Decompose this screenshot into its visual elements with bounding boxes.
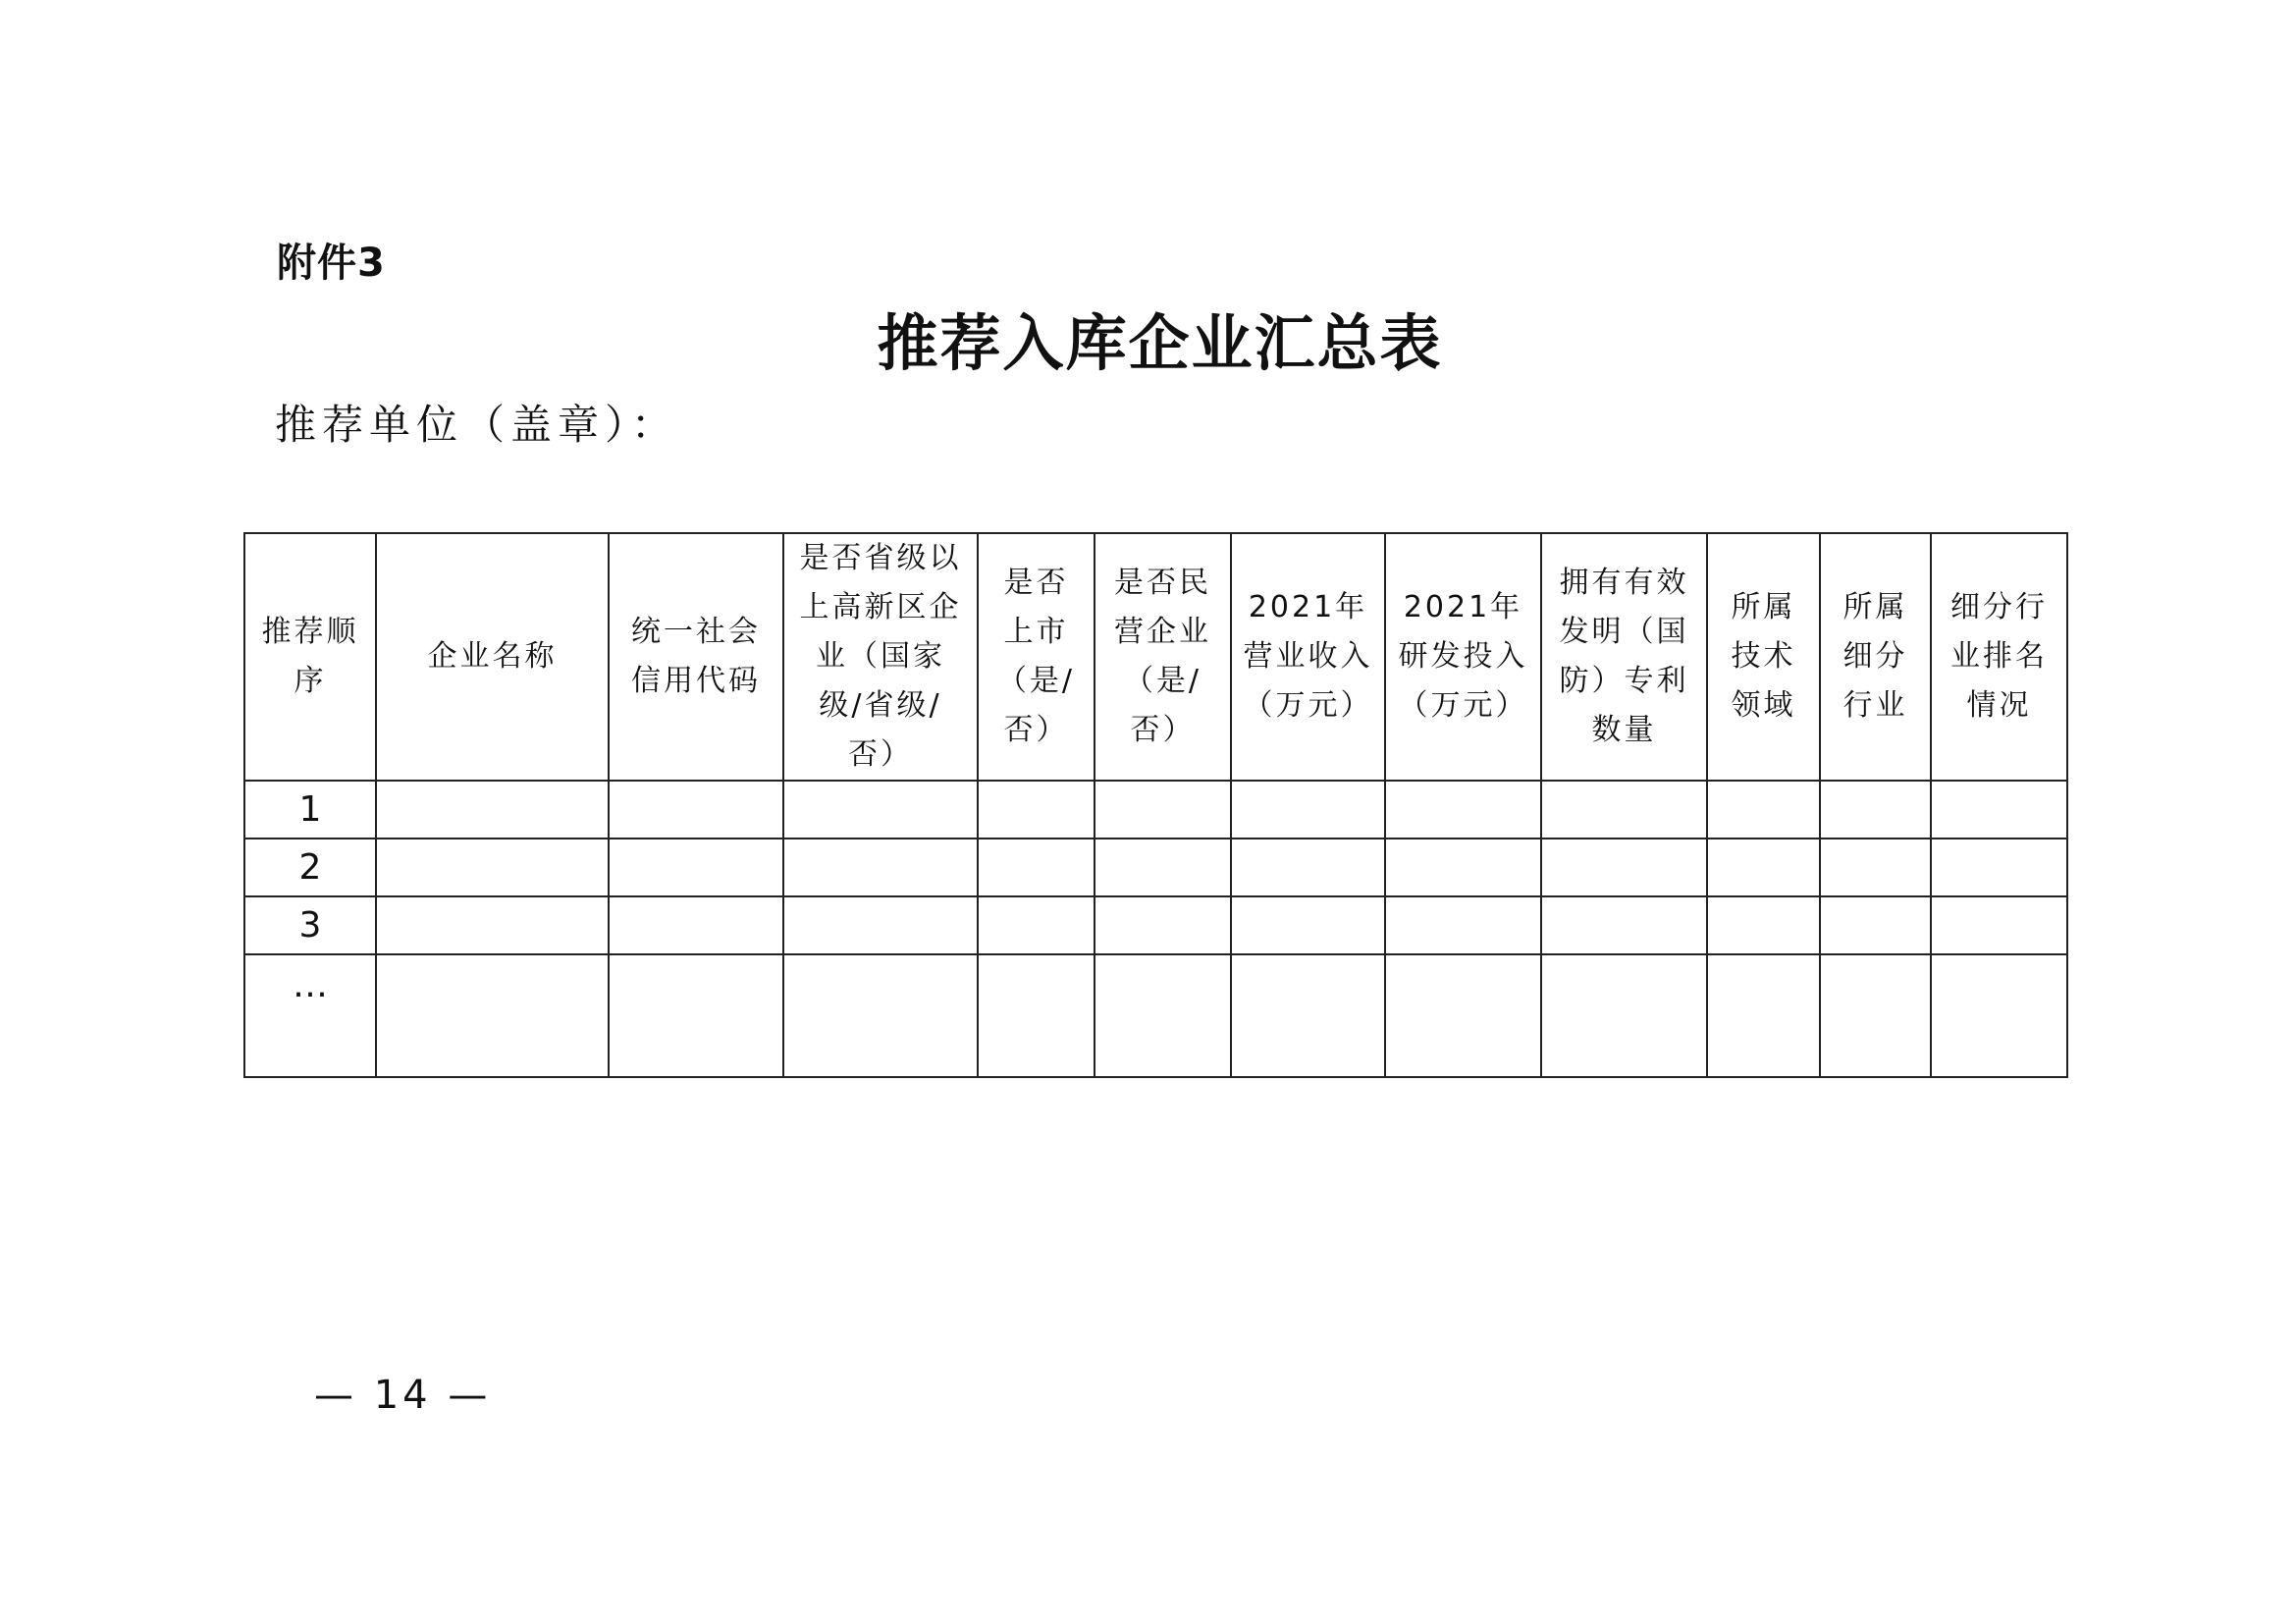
- table-cell[interactable]: [978, 954, 1095, 1077]
- table-cell[interactable]: [1385, 896, 1541, 954]
- table-cell[interactable]: [609, 781, 783, 839]
- row-sequence: …: [244, 954, 376, 1077]
- table-cell[interactable]: [1931, 781, 2067, 839]
- table-cell[interactable]: [978, 781, 1095, 839]
- column-header: 所属细分行业: [1820, 533, 1931, 781]
- table-cell[interactable]: [609, 896, 783, 954]
- table-cell[interactable]: [783, 839, 978, 896]
- table-cell[interactable]: [1820, 954, 1931, 1077]
- table-cell[interactable]: [1231, 954, 1385, 1077]
- page-number: — 14 —: [314, 1373, 492, 1418]
- column-header: 2021年研发投入（万元）: [1385, 533, 1541, 781]
- table-cell[interactable]: [1541, 781, 1707, 839]
- table-cell[interactable]: [1707, 839, 1820, 896]
- column-header: 是否上市（是/否）: [978, 533, 1095, 781]
- table-cell[interactable]: [1820, 781, 1931, 839]
- table-cell[interactable]: [783, 781, 978, 839]
- table-cell[interactable]: [783, 896, 978, 954]
- table-cell[interactable]: [1095, 954, 1231, 1077]
- table-cell[interactable]: [978, 896, 1095, 954]
- table-cell[interactable]: [1820, 896, 1931, 954]
- table-cell[interactable]: [1385, 954, 1541, 1077]
- table-cell[interactable]: [609, 954, 783, 1077]
- table-cell[interactable]: [1385, 781, 1541, 839]
- table-cell[interactable]: [783, 954, 978, 1077]
- table-row: [244, 896, 2067, 954]
- table-cell[interactable]: [1541, 896, 1707, 954]
- table-cell[interactable]: [1931, 954, 2067, 1077]
- table-cell[interactable]: [1231, 896, 1385, 954]
- column-header: 拥有有效发明（国防）专利数量: [1541, 533, 1707, 781]
- column-header: 是否省级以上高新区企业（国家级/省级/否）: [783, 533, 978, 781]
- table-cell[interactable]: [609, 839, 783, 896]
- table-header-row: [244, 533, 2067, 781]
- table-cell[interactable]: [1707, 954, 1820, 1077]
- table-cell[interactable]: [1231, 839, 1385, 896]
- table-cell[interactable]: [1231, 781, 1385, 839]
- table-cell[interactable]: [1931, 839, 2067, 896]
- table-cell[interactable]: [1541, 954, 1707, 1077]
- table-row: [244, 954, 2067, 1077]
- table-cell[interactable]: [376, 896, 609, 954]
- column-header: 企业名称: [376, 533, 609, 781]
- table-cell[interactable]: [1095, 781, 1231, 839]
- row-sequence: 1: [244, 781, 376, 839]
- row-sequence: 3: [244, 896, 376, 954]
- column-header: 所属技术领域: [1707, 533, 1820, 781]
- table-cell[interactable]: [1820, 839, 1931, 896]
- table-cell[interactable]: [1707, 781, 1820, 839]
- column-header: 是否民营企业（是/否）: [1095, 533, 1231, 781]
- column-header: 细分行业排名情况: [1931, 533, 2067, 781]
- table-cell[interactable]: [1707, 896, 1820, 954]
- table-cell[interactable]: [1541, 839, 1707, 896]
- column-header: 推荐顺序: [244, 533, 376, 781]
- recommender-label: 推荐单位（盖章）：: [275, 401, 679, 449]
- row-sequence: 2: [244, 839, 376, 896]
- table-cell[interactable]: [376, 839, 609, 896]
- table-cell[interactable]: [1931, 896, 2067, 954]
- table-cell[interactable]: [978, 839, 1095, 896]
- table-row: [244, 839, 2067, 896]
- table-row: [244, 781, 2067, 839]
- column-header: 2021年营业收入（万元）: [1231, 533, 1385, 781]
- table-cell[interactable]: [376, 781, 609, 839]
- table-cell[interactable]: [1095, 839, 1231, 896]
- table-cell[interactable]: [376, 954, 609, 1077]
- column-header: 统一社会信用代码: [609, 533, 783, 781]
- table-cell[interactable]: [1385, 839, 1541, 896]
- enterprise-summary-table: [243, 532, 2068, 1078]
- table-cell[interactable]: [1095, 896, 1231, 954]
- attachment-label: 附件3: [277, 241, 386, 286]
- document-title: [0, 295, 2296, 382]
- document-title-text: 推荐入库企业汇总表: [877, 307, 1443, 379]
